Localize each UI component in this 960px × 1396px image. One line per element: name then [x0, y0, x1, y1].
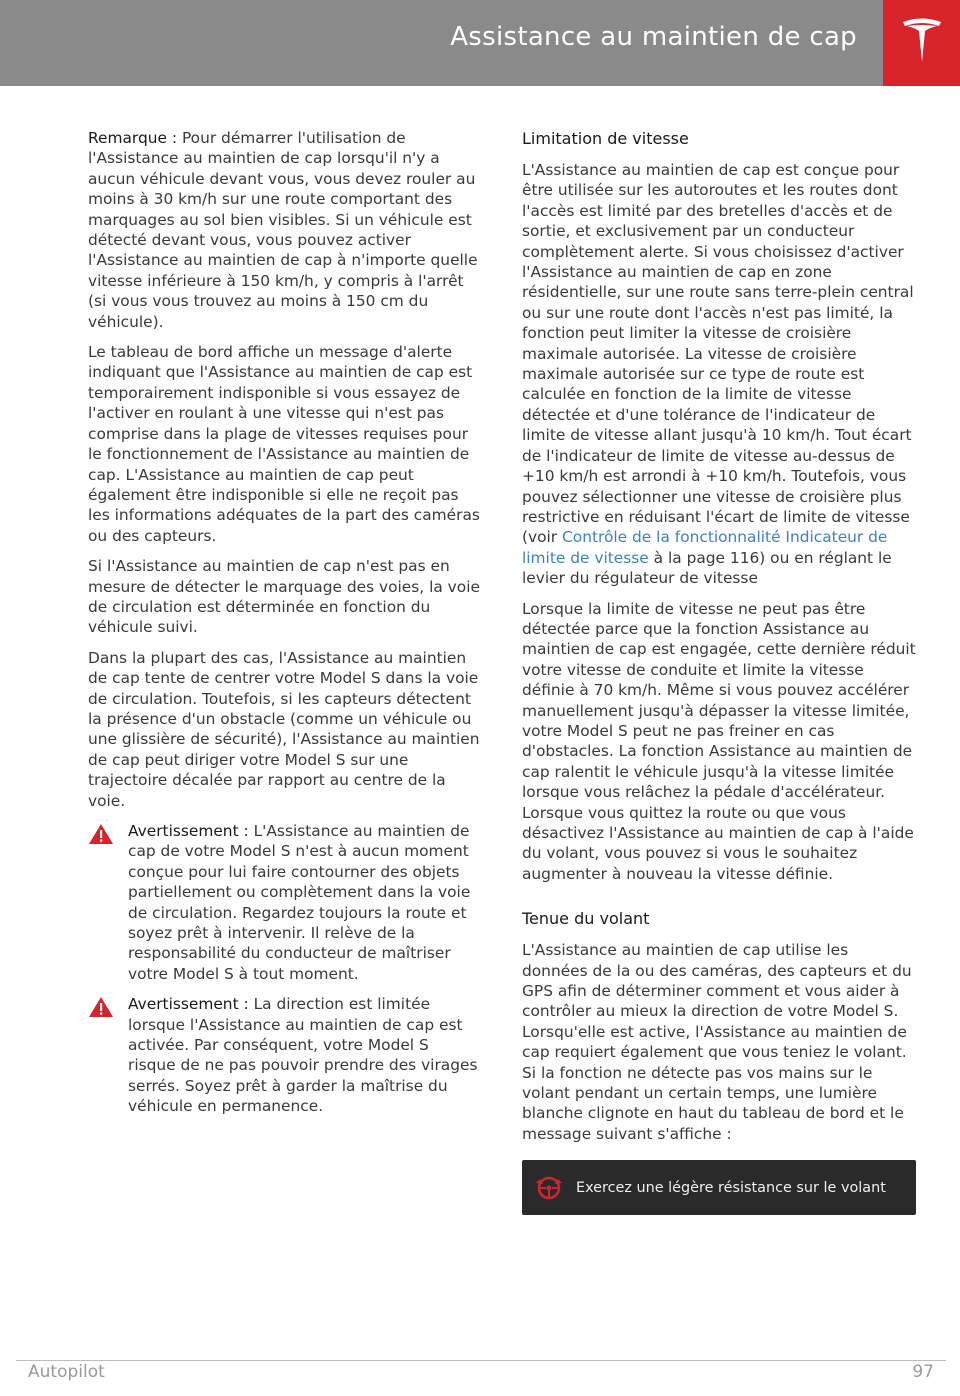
steering-wheel-hands-icon	[534, 1174, 564, 1202]
paragraph-speed-undetected: Lorsque la limite de vitesse ne peut pas être détectée parce que la fonction Assistance au maintien de cap est engagée, cette dernière réduit votre vitesse de conduite et limite la vitesse définie à 70 km/h. Même si vous pouvez accélérer manuellement jusqu'à dépasser la vitesse limitée, votre Model S peut ne pas freiner en cas d'obstacles. La fonction Assistance au maintien de cap ralentit le véhicule jusqu'à la vitesse limitée lorsque vous relâchez la pédale d'accélérateur. Lorsque vous quittez la route ou que vous désactivez l'Assistance au maintien de cap à l'aide du volant, vous pouvez si vous le souhaitez augmenter à nouveau la vitesse définie.	[522, 599, 916, 883]
warning-triangle-icon	[88, 996, 114, 1018]
footer-divider	[16, 1360, 946, 1361]
warning-block	[88, 821, 480, 984]
right-column	[522, 128, 918, 1215]
warning-block	[88, 994, 480, 1116]
warning-triangle-icon	[88, 823, 114, 845]
note-text: Pour démarrer l'utilisation de l'Assistance au maintien de cap lorsqu'il n'y a aucun véhicule devant vous, vous devez rouler au moins à 30 km/h sur une route comportant des marquages au sol bien visibles. Si un véhicule est détecté devant vous, vous pouvez activer l'Assistance au maintien de cap à n'importe quelle vitesse inférieure à 150 km/h, y compris à l'arrêt (si vous vous trouvez au moins à 150 cm du véhicule).	[88, 129, 478, 331]
warning-label: Avertissement :	[128, 995, 249, 1014]
warning-text: L'Assistance au maintien de cap de votre Model S n'est à aucun moment conçue pour lui faire contourner des objets partiellement ou complètement dans la voie de circulation. Regardez toujours la route et soyez prêt à intervenir. Il relève de la responsabilité du conducteur de maîtriser votre Model S à tout moment.	[128, 822, 471, 983]
paragraph-steering-hold: L'Assistance au maintien de cap utilise les données de la ou des caméras, des capteurs et du GPS afin de déterminer comment et vous aider à contrôler au mieux la direction de votre Model S. Lorsqu'elle est active, l'Assistance au maintien de cap requiert également que vous teniez le volant. Si la fonction ne détecte pas vos mains sur le volant pendant un certain temps, une lumière blanche clignote en haut du tableau de bord et le message suivant s'affiche :	[522, 941, 912, 1143]
brand-logo-box	[883, 0, 960, 86]
note-label: Remarque :	[88, 129, 178, 147]
speed-limit-link[interactable]: Contrôle de la fonctionnalité Indicateur de limite de vitesse	[522, 528, 888, 567]
left-column	[88, 128, 480, 1127]
heading-steering-hold: Tenue du volant	[522, 909, 650, 929]
page-header	[0, 0, 883, 86]
note-paragraph	[88, 128, 480, 332]
paragraph-speed-limit: L'Assistance au maintien de cap est conçue pour être utilisée sur les autoroutes et les routes dont l'accès est limité par des bretelles d'accès et de sortie, et exclusivement par un conducteur complètement alerte. Si vous choisissez d'activer l'Assistance au maintien de cap en zone résidentielle, sur une route sans terre-plein central ou sur une route dont l'accès n'est pas limité, la fonction peut limiter la vitesse de croisière maximale autorisée. La vitesse de croisière maximale autorisée sur ce type de route est calculée en fonction de la limite de vitesse détectée et d'une tolérance de l'indicateur de limite de vitesse allant jusqu'à 10 km/h. Tout écart de l'indicateur de limite de vitesse au-dessus de +10 km/h est arrondi à +10 km/h. Toutefois, vous pouvez sélectionner une vitesse de croisière plus restrictive en réduisant l'écart de limite de vitesse (voir Contrôle de la fonctionnalité Indicateur de limite de vitesse à la page 116) ou en réglant le levier du régulateur de vitesse	[522, 161, 914, 588]
paragraph-dashboard-alert: Le tableau de bord affiche un message d'alerte indiquant que l'Assistance au maintien de cap est temporairement indisponible si vous essayez de l'activer en roulant à une vitesse qui n'est pas comprise dans la plage de vitesses requises pour le fonctionnement de l'Assistance au maintien de cap. L'Assistance au maintien de cap peut également être indisponible si elle ne reçoit pas les informations adéquates de la part des caméras ou des capteurs.	[88, 343, 480, 545]
heading-speed-limit: Limitation de vitesse	[522, 129, 689, 148]
page-title: Assistance au maintien de cap	[450, 22, 857, 52]
warning-text: La direction est limitée lorsque l'Assistance au maintien de cap est activée. Par conséquent, votre Model S risque de ne pas pouvoir prendre des virages serrés. Soyez prêt à garder la maîtrise du véhicule en permanence.	[128, 995, 478, 1116]
warning-label: Avertissement :	[128, 822, 249, 840]
paragraph-lane-detection: Si l'Assistance au maintien de cap n'est pas en mesure de détecter le marquage des voies, la voie de circulation est déterminée en fonction du véhicule suivi.	[88, 557, 480, 637]
page-number: 97	[912, 1362, 934, 1382]
footer-section: Autopilot	[28, 1362, 105, 1382]
tesla-logo-icon	[901, 16, 943, 68]
paragraph-lane-centering: Dans la plupart des cas, l'Assistance au maintien de cap tente de centrer votre Model S dans la voie de circulation. Toutefois, si les capteurs détectent la présence d'un obstacle (comme un véhicule ou une glissière de sécurité), l'Assistance au maintien de cap peut diriger votre Model S sur une trajectoire décalée par rapport au centre de la voie.	[88, 648, 480, 810]
dashboard-message-image	[522, 1160, 916, 1215]
dashboard-message-text: Exercez une légère résistance sur le volant	[576, 1180, 886, 1197]
